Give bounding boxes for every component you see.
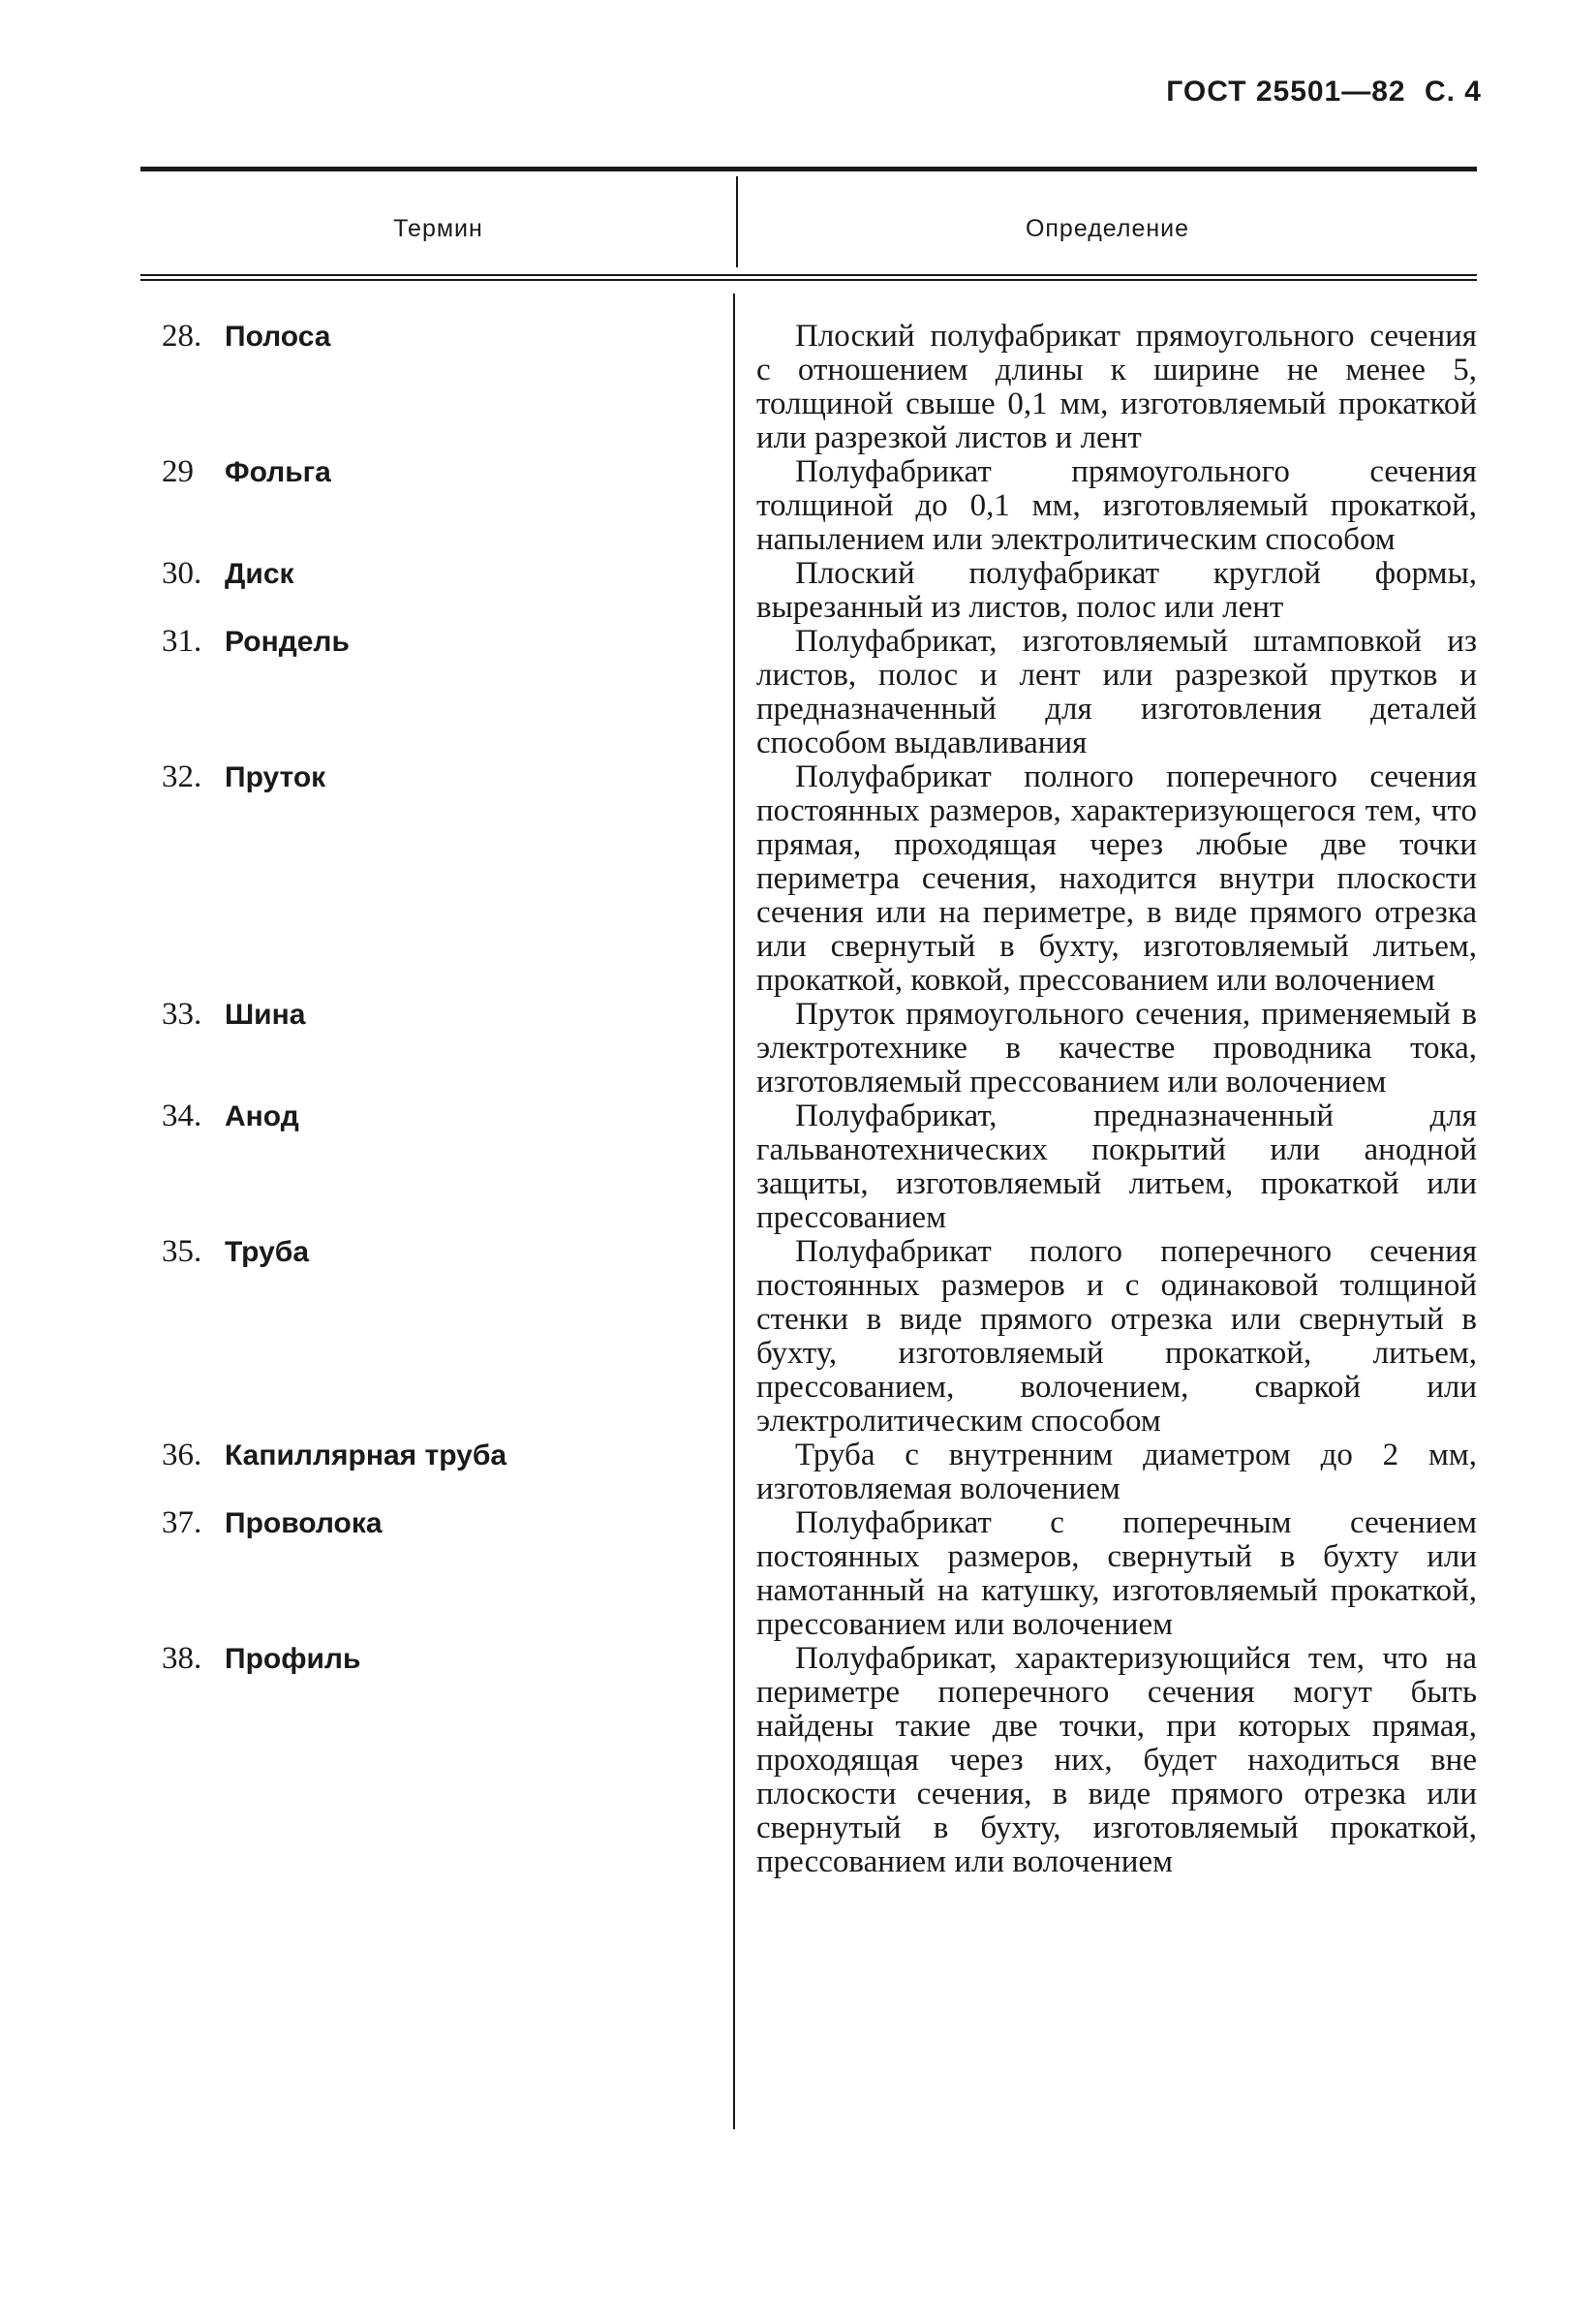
- term-cell: [140, 1642, 731, 1879]
- term-number: 37.: [162, 1505, 202, 1540]
- definition-cell: Полуфабрикат, предназначенный для гальванотехнических покрытий или анодной защиты, изготовляемый литьем, прокаткой или прессованием: [756, 1099, 1477, 1235]
- term-number: 38.: [162, 1641, 202, 1676]
- page-number: С. 4: [1424, 76, 1482, 108]
- definition-cell: Труба с внутренним диаметром до 2 мм, изготовляемая волочением: [756, 1438, 1477, 1506]
- terms-table: [140, 320, 1477, 1879]
- table-row: [140, 1099, 1477, 1235]
- term-cell: [140, 1439, 731, 1506]
- term-cell: [140, 1099, 731, 1235]
- term-name: Шина: [225, 999, 306, 1031]
- term-number: 30.: [162, 556, 202, 591]
- table-row: [140, 557, 1477, 625]
- definition-cell: Пруток прямоугольного сечения, применяемый в электротехнике в качестве проводника тока, изготовляемый прессованием или волочением: [756, 997, 1477, 1099]
- term-name: Диск: [225, 558, 294, 590]
- term-cell: [140, 760, 731, 998]
- term-cell: [140, 998, 731, 1099]
- term-number: 31.: [162, 624, 202, 659]
- term-number: 35.: [162, 1234, 202, 1269]
- term-name: Труба: [225, 1236, 310, 1268]
- term-number: 29: [162, 454, 194, 489]
- term-name: Пруток: [225, 761, 326, 793]
- term-number: 32.: [162, 759, 202, 794]
- term-number: 34.: [162, 1099, 202, 1133]
- header-double-rule: [140, 274, 1477, 281]
- table-row: [140, 760, 1477, 998]
- table-row: [140, 455, 1477, 557]
- page-header: [1166, 76, 1482, 108]
- table-row: [140, 1235, 1477, 1439]
- term-name: Профиль: [225, 1643, 361, 1675]
- column-header-definition: Определение: [1025, 215, 1190, 242]
- table-row: [140, 625, 1477, 760]
- term-number: 28.: [162, 319, 202, 354]
- standard-code: ГОСТ 25501—82: [1166, 76, 1406, 108]
- term-name: Капиллярная труба: [225, 1440, 507, 1471]
- table-top-rule: [140, 167, 1477, 171]
- table-row: [140, 998, 1477, 1099]
- term-number: 36.: [162, 1438, 202, 1472]
- definition-cell: Полуфабрикат полного поперечного сечения постоянных размеров, характеризующегося тем, что прямая, проходящая через любые две точки периметра сечения, находится внутри плоскости сечения или на периметре, в виде прямого отрезка или свернутый в бухту, изготовляемый литьем, прокаткой, ковкой, прессованием или волочением: [756, 759, 1477, 998]
- definition-cell: Полуфабрикат, изготовляемый штамповкой из листов, полос и лент или разрезкой прутков и предназначенный для изготовления деталей способом выдавливания: [756, 624, 1477, 760]
- term-name: Рондель: [225, 626, 350, 658]
- definition-cell: Плоский полуфабрикат прямоугольного сечения с отношением длины к ширине не менее 5, толщиной свыше 0,1 мм, изготовляемый прокаткой или разрезкой листов и лент: [756, 319, 1477, 455]
- column-header-term: Термин: [393, 215, 483, 242]
- definition-cell: Полуфабрикат с поперечным сечением постоянных размеров, свернутый в бухту или намотанный на катушку, изготовляемый прокаткой, прессованием или волочением: [756, 1505, 1477, 1642]
- term-cell: [140, 455, 731, 557]
- definition-cell: Полуфабрикат, характеризующийся тем, что на периметре поперечного сечения могут быть найдены такие две точки, при которых прямая, проходящая через них, будет находиться вне плоскости сечения, в виде прямого отрезка или свернутый в бухту, изготовляемый прокаткой, прессованием или волочением: [756, 1641, 1477, 1879]
- term-name: Проволока: [225, 1507, 383, 1539]
- definition-cell: Полуфабрикат прямоугольного сечения толщиной до 0,1 мм, изготовляемый прокаткой, напылением или электролитическим способом: [756, 454, 1477, 557]
- term-name: Анод: [225, 1100, 299, 1132]
- table-row: [140, 1642, 1477, 1879]
- term-name: Полоса: [225, 321, 331, 353]
- term-number: 33.: [162, 997, 202, 1032]
- definition-cell: Плоский полуфабрикат круглой формы, вырезанный из листов, полос или лент: [756, 556, 1477, 625]
- term-cell: [140, 320, 731, 455]
- term-name: Фольга: [225, 456, 331, 488]
- term-cell: [140, 1235, 731, 1439]
- term-cell: [140, 1506, 731, 1642]
- term-cell: [140, 557, 731, 625]
- definition-cell: Полуфабрикат полого поперечного сечения постоянных размеров и с одинаковой толщиной стенки в виде прямого отрезка или свернутый в бухту, изготовляемый прокаткой, литьем, прессованием, волочением, сваркой или электролитическим способом: [756, 1234, 1477, 1439]
- table-row: [140, 320, 1477, 455]
- table-row: [140, 1506, 1477, 1642]
- table-row: [140, 1439, 1477, 1506]
- term-cell: [140, 625, 731, 760]
